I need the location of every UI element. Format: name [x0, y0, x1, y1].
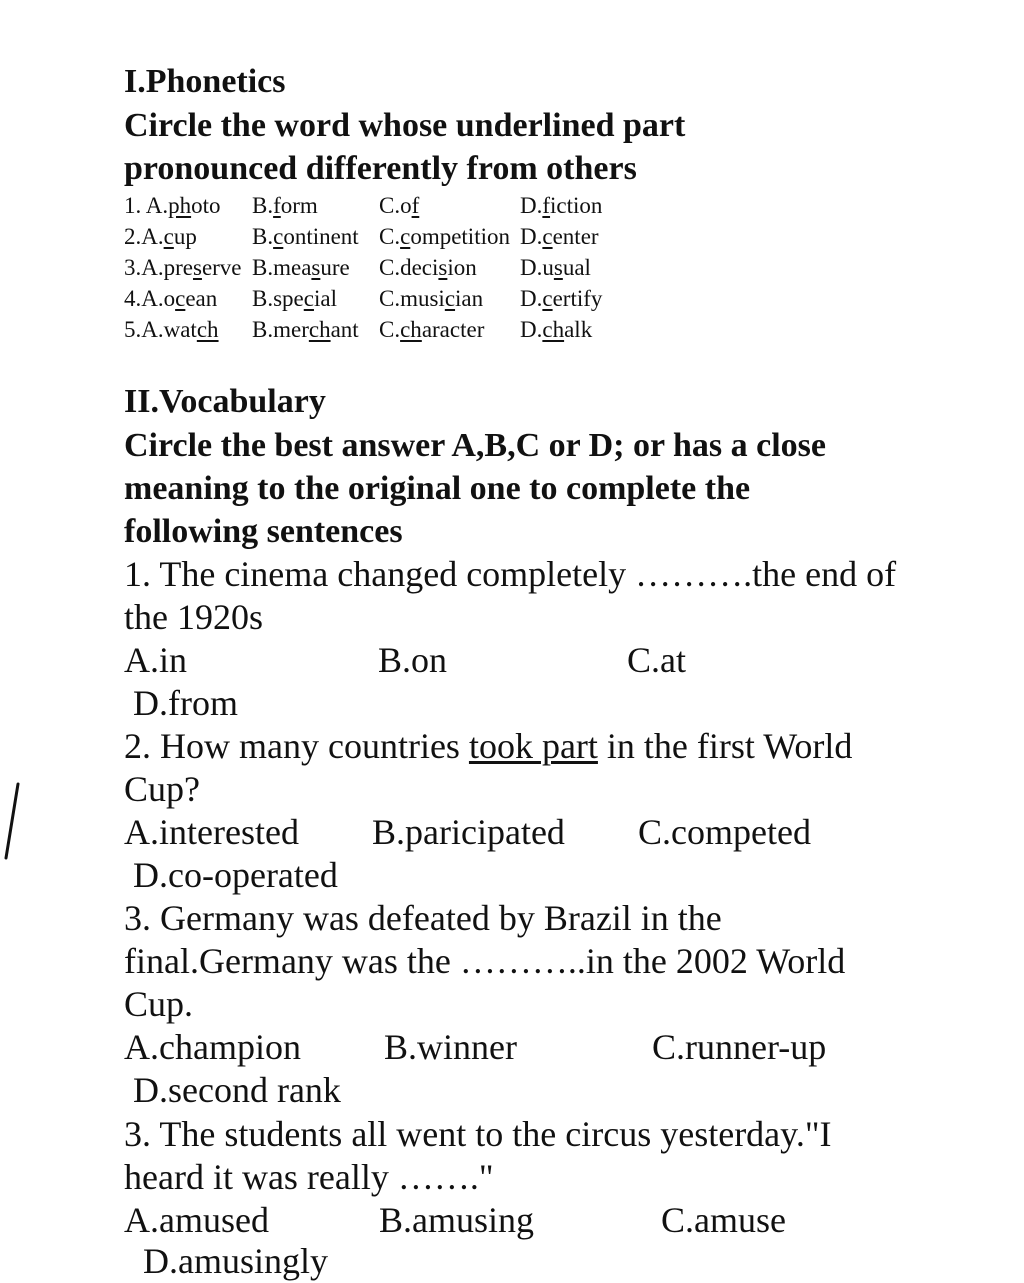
phonetics-option-b[interactable]: B.special	[252, 286, 337, 311]
question-2-underlined-phrase: took part	[468, 726, 598, 766]
question-3-option-d[interactable]: D.second rank	[133, 1070, 341, 1110]
question-4-option-c[interactable]: C.amuse	[661, 1200, 786, 1240]
phonetics-option-a[interactable]: 1. A.photo	[124, 193, 221, 218]
question-1-option-b[interactable]: B.on	[378, 640, 448, 680]
question-1-text: 1. The cinema changed completely ……….the end of	[124, 554, 897, 594]
question-1-option-a[interactable]: A.in	[124, 640, 187, 680]
phonetics-option-d[interactable]: D.chalk	[520, 317, 593, 342]
phonetics-option-a[interactable]: 3.A.preserve	[124, 255, 242, 280]
question-2-text: 2. How many countries took part in the first World	[124, 726, 853, 766]
question-1-text-cont: the 1920s	[124, 597, 263, 637]
phonetics-instruction-line-1: Circle the word whose underlined part	[124, 107, 686, 144]
phonetics-option-d[interactable]: D.fiction	[520, 193, 603, 218]
question-4-text: 3. The students all went to the circus yesterday."I	[124, 1114, 832, 1154]
phonetics-heading: I.Phonetics	[124, 63, 286, 100]
question-4-option-d[interactable]: D.amusingly	[143, 1241, 328, 1281]
question-4-text-cont: heard it was really ……."	[124, 1157, 494, 1197]
phonetics-option-c[interactable]: C.of	[379, 193, 420, 218]
question-2-option-d[interactable]: D.co-operated	[133, 855, 338, 895]
phonetics-row-5	[124, 314, 684, 345]
question-2-option-b[interactable]: B.paricipated	[372, 812, 565, 852]
phonetics-row-2	[124, 221, 684, 252]
question-1-option-c[interactable]: C.at	[627, 640, 686, 680]
question-2-option-c[interactable]: C.competed	[638, 812, 811, 852]
vocabulary-instruction-line-3: following sentences	[124, 513, 403, 550]
phonetics-instruction-line-2: pronounced differently from others	[124, 150, 637, 187]
phonetics-option-a[interactable]: 2.A.cup	[124, 224, 197, 249]
phonetics-option-d[interactable]: D.center	[520, 224, 599, 249]
phonetics-option-d[interactable]: D.usual	[520, 255, 591, 280]
phonetics-option-c[interactable]: C.decision	[379, 255, 477, 280]
question-3-option-b[interactable]: B.winner	[384, 1027, 517, 1067]
vocabulary-instruction-line-1: Circle the best answer A,B,C or D; or has a close	[124, 427, 826, 464]
question-4-option-a[interactable]: A.amused	[124, 1200, 269, 1240]
phonetics-row-1	[124, 190, 684, 221]
pen-stroke-mark	[0, 782, 30, 862]
phonetics-option-b[interactable]: B.merchant	[252, 317, 359, 342]
question-3-text: 3. Germany was defeated by Brazil in the	[124, 898, 722, 938]
vocabulary-heading: II.Vocabulary	[124, 383, 326, 420]
question-2-text-cont: Cup?	[124, 769, 200, 809]
phonetics-option-a[interactable]: 4.A.ocean	[124, 286, 218, 311]
phonetics-option-c[interactable]: C.competition	[379, 224, 510, 249]
phonetics-row-4	[124, 283, 684, 314]
vocabulary-instruction-line-2: meaning to the original one to complete the	[124, 470, 751, 507]
phonetics-option-b[interactable]: B.form	[252, 193, 318, 218]
phonetics-row-3	[124, 252, 684, 283]
phonetics-option-b[interactable]: B.continent	[252, 224, 359, 249]
question-1-option-d[interactable]: D.from	[133, 683, 238, 723]
question-3-text-cont-2: Cup.	[124, 984, 194, 1024]
phonetics-option-b[interactable]: B.measure	[252, 255, 350, 280]
question-3-option-a[interactable]: A.champion	[124, 1027, 301, 1067]
question-3-text-cont: final.Germany was the ………..in the 2002 World	[124, 941, 846, 981]
question-2-option-a[interactable]: A.interested	[124, 812, 299, 852]
question-4-option-b[interactable]: B.amusing	[379, 1200, 535, 1240]
phonetics-option-c[interactable]: C.musician	[379, 286, 484, 311]
phonetics-option-a[interactable]: 5.A.watch	[124, 317, 219, 342]
question-3-option-c[interactable]: C.runner-up	[652, 1027, 827, 1067]
phonetics-option-c[interactable]: C.character	[379, 317, 485, 342]
phonetics-option-d[interactable]: D.certify	[520, 286, 603, 311]
